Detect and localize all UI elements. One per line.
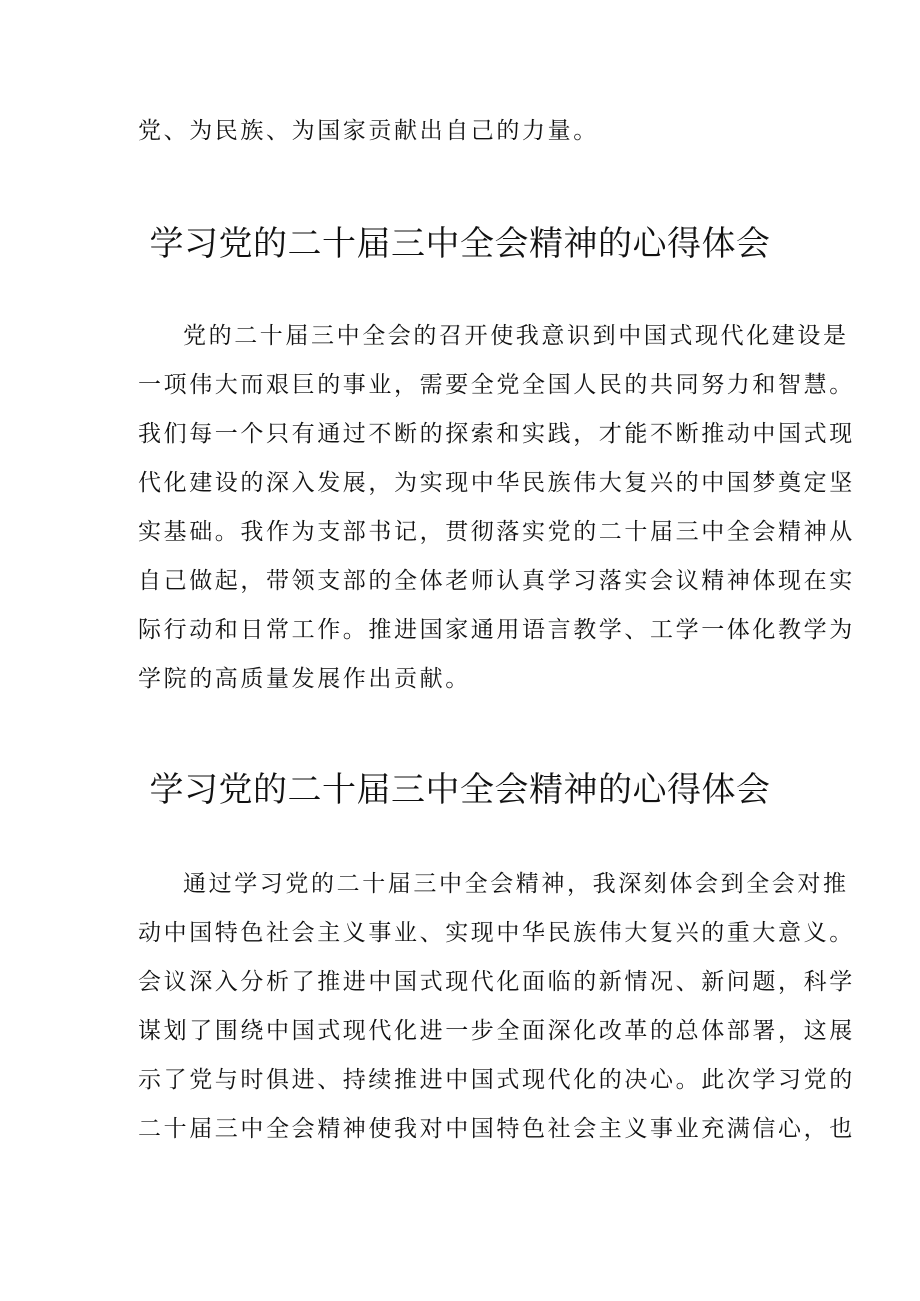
section-2-title: 学习党的二十届三中全会精神的心得体会 [149,770,771,810]
section-1-line: 实基础。我作为支部书记，贯彻落实党的二十届三中全会精神从 [138,519,855,545]
section-1-line: 代化建设的深入发展，为实现中华民族伟大复兴的中国梦奠定坚 [138,470,855,496]
carryover-line: 党、为民族、为国家贡献出自己的力量。 [138,118,599,144]
section-1-line: 学院的高质量发展作出贡献。 [138,666,471,692]
section-2-line: 会议深入分析了推进中国式现代化面临的新情况、新问题，科学 [138,969,855,995]
section-2-line: 二十届三中全会精神使我对中国特色社会主义事业充满信心，也 [138,1116,855,1142]
section-1-title: 学习党的二十届三中全会精神的心得体会 [149,224,771,264]
section-1-line: 一项伟大而艰巨的事业，需要全党全国人民的共同努力和智慧。 [138,372,855,398]
section-2-line: 示了党与时俱进、持续推进中国式现代化的决心。此次学习党的 [138,1067,855,1093]
section-1-line: 自己做起，带领支部的全体老师认真学习落实会议精神体现在实 [138,568,855,594]
section-1-line: 我们每一个只有通过不断的探索和实践，才能不断推动中国式现 [138,421,855,447]
section-2-line: 谋划了围绕中国式现代化进一步全面深化改革的总体部署，这展 [138,1018,855,1044]
section-2-line: 通过学习党的二十届三中全会精神，我深刻体会到全会对推 [183,871,849,897]
section-2-line: 动中国特色社会主义事业、实现中华民族伟大复兴的重大意义。 [138,920,855,946]
section-1-line: 党的二十届三中全会的召开使我意识到中国式现代化建设是 [183,323,849,349]
section-1-line: 际行动和日常工作。推进国家通用语言教学、工学一体化教学为 [138,617,855,643]
